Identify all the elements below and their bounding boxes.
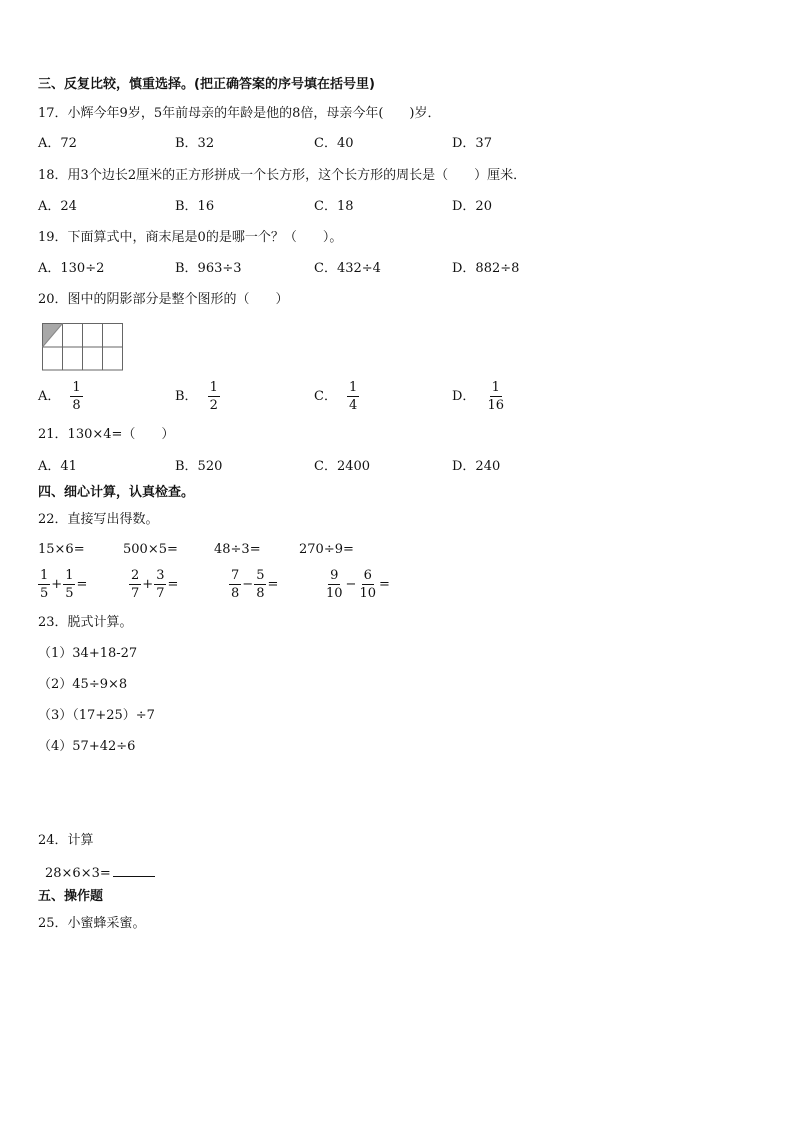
question-24: 24．计算	[38, 833, 94, 848]
q19-option-b: B．963÷3	[175, 261, 242, 276]
fraction: $\frac{1}{2}$	[209, 380, 218, 413]
section-5-heading: 五、操作题	[38, 889, 104, 904]
q20-option-c: C． $\frac{1}{4}$	[314, 380, 358, 413]
q22-fraction-expr-1: $\frac{1}{5}$ + $\frac{1}{5}$ =	[40, 568, 88, 601]
q23-item-1: （1）34+18-27	[38, 646, 138, 661]
q17-option-a: A．72	[38, 136, 77, 151]
q19-option-a: A．130÷2	[38, 261, 105, 276]
q18-option-c: C．18	[314, 199, 354, 214]
q22-expr-2: 500×5=	[123, 542, 178, 557]
q18-option-d: D．20	[452, 199, 492, 214]
q18-option-b: B．16	[175, 199, 215, 214]
q22-fraction-expr-4: $\frac{9}{10}$ − $\frac{6}{10}$ =	[326, 568, 390, 601]
question-25: 25．小蜜蜂采蜜。	[38, 916, 146, 931]
q21-option-b: B．520	[175, 459, 223, 474]
q22-fraction-expr-3: $\frac{7}{8}$ − $\frac{5}{8}$ =	[231, 568, 279, 601]
q22-fraction-expr-2: $\frac{2}{7}$ + $\frac{3}{7}$ =	[131, 568, 179, 601]
q21-option-d: D．240	[452, 459, 501, 474]
q17-option-c: C．40	[314, 136, 354, 151]
fraction: $\frac{1}{16}$	[487, 380, 504, 413]
fraction: $\frac{1}{4}$	[348, 380, 358, 413]
q18-option-a: A．24	[38, 199, 77, 214]
question-20: 20．图中的阴影部分是整个图形的（ ）	[38, 292, 289, 307]
q21-option-a: A．41	[38, 459, 77, 474]
question-22: 22．直接写出得数。	[38, 512, 159, 527]
question-17: 17．小辉今年9岁，5年前母亲的年龄是他的8倍，母亲今年( )岁．	[38, 106, 441, 121]
q22-expr-3: 48÷3=	[214, 542, 261, 557]
question-21: 21．130×4=（ ）	[38, 427, 175, 442]
question-19: 19．下面算式中，商末尾是0的是哪一个？（ ）。	[38, 230, 343, 245]
q20-option-b: B． $\frac{1}{2}$	[175, 380, 218, 413]
fraction: $\frac{1}{8}$	[72, 380, 81, 413]
q22-expr-1: 15×6=	[38, 542, 85, 557]
section-4-heading: 四、细心计算，认真检查。	[38, 485, 195, 500]
q24-expression: 28×6×3=	[45, 864, 155, 882]
q20-option-d: D． $\frac{1}{16}$	[452, 380, 504, 413]
section-3-heading: 三、反复比较，慎重选择。(把正确答案的序号填在括号里)	[38, 77, 375, 92]
q17-option-b: B．32	[175, 136, 215, 151]
answer-blank[interactable]	[113, 864, 155, 877]
question-23: 23．脱式计算。	[38, 615, 133, 630]
q23-item-3: （3）（17+25）÷7	[38, 708, 155, 723]
q19-option-d: D．882÷8	[452, 261, 520, 276]
grid-figure	[42, 323, 126, 371]
question-18: 18．用3个边长2厘米的正方形拼成一个长方形，这个长方形的周长是（ ）厘米．	[38, 168, 527, 183]
q23-item-4: （4）57+42÷6	[38, 739, 136, 754]
q19-option-c: C．432÷4	[314, 261, 381, 276]
q22-expr-4: 270÷9=	[299, 542, 354, 557]
q17-option-d: D．37	[452, 136, 492, 151]
q20-option-a: A． $\frac{1}{8}$	[38, 380, 81, 413]
q23-item-2: （2）45÷9×8	[38, 677, 128, 692]
q21-option-c: C．2400	[314, 459, 371, 474]
